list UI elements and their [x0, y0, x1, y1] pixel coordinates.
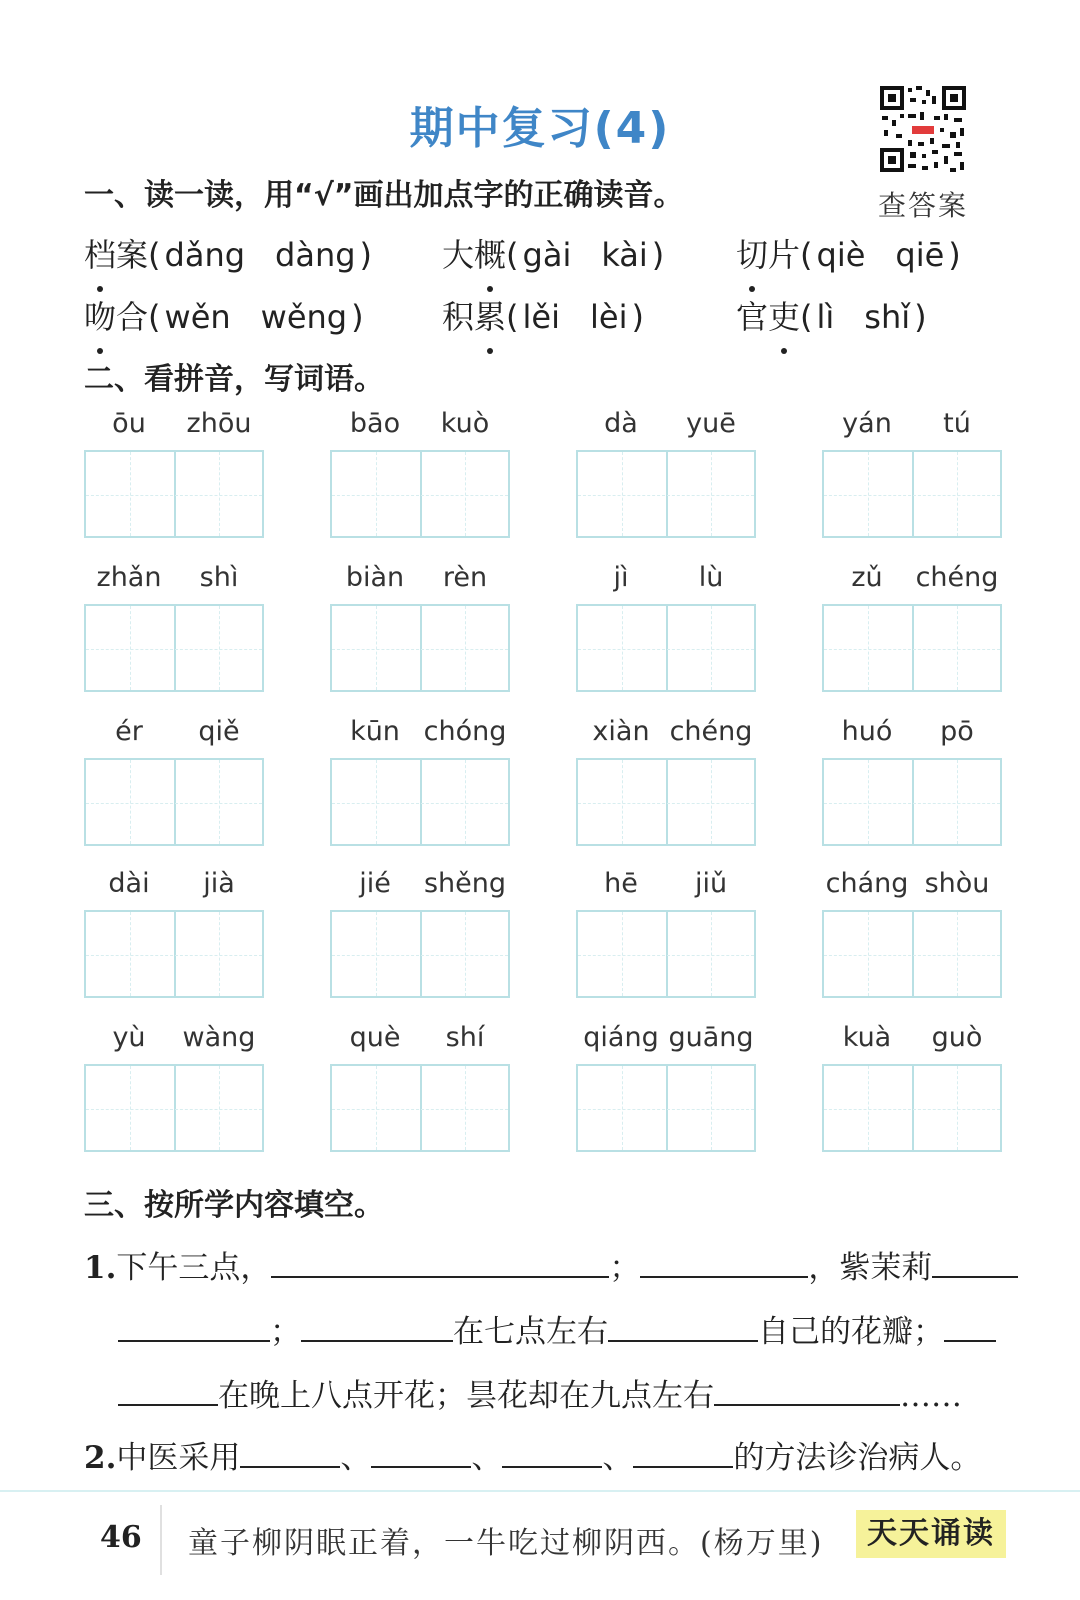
pinyin-syllable: shì	[199, 562, 239, 593]
pinyin-word-cell	[330, 1022, 512, 1156]
reading-item-3: 切 片( qiè qiē )	[736, 230, 961, 276]
answer-blank[interactable]	[118, 1374, 218, 1406]
guide-line	[376, 1066, 377, 1150]
guide-line	[711, 760, 712, 844]
writing-box[interactable]	[822, 758, 1002, 846]
daily-recite-badge: 天天诵读	[856, 1510, 1006, 1558]
pinyin-syllable: yán	[842, 408, 892, 439]
reading-option[interactable]: gài	[522, 236, 572, 274]
guide-line	[957, 452, 958, 536]
pinyin-label	[822, 562, 1004, 598]
writing-box[interactable]	[84, 758, 264, 846]
box-divider	[912, 760, 914, 844]
pinyin-syllable: guāng	[668, 1022, 754, 1053]
pinyin-label	[822, 1022, 1004, 1058]
dotted-char: 吻	[84, 292, 116, 338]
writing-box[interactable]	[822, 1064, 1002, 1152]
pinyin-syllable: shí	[445, 1022, 485, 1053]
guide-line	[130, 452, 131, 536]
guide-line	[622, 606, 623, 690]
writing-box[interactable]	[822, 604, 1002, 692]
pinyin-label	[330, 716, 512, 752]
pinyin-syllable: cháng	[825, 868, 909, 899]
pinyin-syllable: rèn	[442, 562, 488, 593]
writing-box[interactable]	[576, 1064, 756, 1152]
box-divider	[912, 452, 914, 536]
pinyin-syllable: xiàn	[592, 716, 650, 747]
answer-blank[interactable]	[271, 1246, 609, 1278]
guide-line	[465, 606, 466, 690]
pinyin-syllable: guò	[931, 1022, 983, 1053]
answer-blank[interactable]	[118, 1310, 270, 1342]
emphasis-dot	[487, 348, 493, 354]
pinyin-syllable: huó	[841, 716, 893, 747]
pinyin-syllable: jiǔ	[694, 868, 728, 899]
prompt-text: 中医采用	[116, 1440, 241, 1476]
prompt-text: 在晚上八点开花；昙花却在九点左右	[218, 1378, 714, 1414]
pinyin-syllable: què	[349, 1022, 401, 1053]
pinyin-syllable: biàn	[345, 562, 405, 593]
pinyin-label	[84, 716, 266, 752]
guide-line	[219, 452, 220, 536]
answer-blank[interactable]	[608, 1310, 758, 1342]
pinyin-syllable: yù	[112, 1022, 146, 1053]
guide-line	[332, 495, 508, 496]
guide-line	[332, 1109, 508, 1110]
reading-option[interactable]: dǎng	[164, 236, 246, 274]
pinyin-word-cell	[822, 1022, 1004, 1156]
pinyin-word-cell	[84, 868, 266, 1002]
reading-option[interactable]: qiē	[895, 236, 945, 274]
box-divider	[666, 1066, 668, 1150]
pinyin-syllable: zhǎn	[96, 562, 162, 593]
guide-line	[578, 1109, 754, 1110]
writing-box[interactable]	[84, 1064, 264, 1152]
box-divider	[420, 760, 422, 844]
guide-line	[578, 649, 754, 650]
box-divider	[174, 912, 176, 996]
pinyin-syllable: ōu	[112, 408, 146, 439]
pinyin-syllable: yuē	[686, 408, 736, 439]
guide-line	[711, 452, 712, 536]
guide-line	[219, 760, 220, 844]
box-divider	[666, 912, 668, 996]
pinyin-word-cell	[822, 868, 1004, 1002]
guide-line	[376, 606, 377, 690]
guide-line	[711, 1066, 712, 1150]
writing-box[interactable]	[330, 910, 510, 998]
pinyin-label	[822, 408, 1004, 444]
reading-option[interactable]: dàng	[275, 236, 356, 274]
writing-box[interactable]	[330, 450, 510, 538]
dotted-char: 切	[736, 230, 768, 276]
reading-item-5: 积累 ( lěi lèi )	[442, 292, 644, 338]
pinyin-word-cell	[822, 562, 1004, 696]
pinyin-syllable: shěng	[423, 868, 507, 899]
pinyin-syllable: bāo	[349, 408, 401, 439]
guide-line	[868, 1066, 869, 1150]
emphasis-dot	[781, 348, 787, 354]
writing-box[interactable]	[84, 450, 264, 538]
guide-line	[957, 606, 958, 690]
guide-line	[130, 760, 131, 844]
guide-line	[868, 606, 869, 690]
answer-blank[interactable]	[301, 1310, 453, 1342]
writing-box[interactable]	[576, 450, 756, 538]
guide-line	[622, 452, 623, 536]
box-divider	[666, 452, 668, 536]
pinyin-syllable: pō	[940, 716, 974, 747]
box-divider	[420, 912, 422, 996]
pinyin-label	[576, 408, 758, 444]
guide-line	[376, 452, 377, 536]
guide-line	[86, 649, 262, 650]
box-divider	[912, 1066, 914, 1150]
reading-option[interactable]: lèi	[589, 298, 628, 336]
answer-blank[interactable]	[714, 1374, 900, 1406]
pinyin-syllable: kuò	[440, 408, 490, 439]
reading-option[interactable]: shǐ	[864, 298, 911, 336]
pinyin-syllable: zhōu	[186, 408, 252, 439]
writing-box[interactable]	[330, 1064, 510, 1152]
pinyin-label	[84, 562, 266, 598]
prompt-text: 的方法诊治病人。	[733, 1440, 982, 1476]
writing-box[interactable]	[822, 910, 1002, 998]
pinyin-syllable: jì	[613, 562, 629, 593]
guide-line	[711, 606, 712, 690]
pinyin-syllable: chéng	[669, 716, 753, 747]
section2-heading: 二、看拼音，写词语。	[84, 362, 384, 397]
writing-box[interactable]	[576, 604, 756, 692]
answer-blank[interactable]	[640, 1246, 808, 1278]
prompt-text: ；	[270, 1314, 301, 1350]
guide-line	[465, 760, 466, 844]
writing-box[interactable]	[330, 758, 510, 846]
pinyin-syllable: wàng	[182, 1022, 256, 1053]
word-prefix: 积	[442, 298, 475, 336]
pinyin-word-cell	[330, 562, 512, 696]
box-divider	[912, 606, 914, 690]
guide-line	[219, 912, 220, 996]
writing-box[interactable]	[84, 910, 264, 998]
guide-line	[868, 760, 869, 844]
pinyin-syllable: jié	[359, 868, 391, 899]
box-divider	[174, 452, 176, 536]
box-divider	[912, 912, 914, 996]
pinyin-word-cell	[330, 868, 512, 1002]
writing-box[interactable]	[330, 604, 510, 692]
answer-blank[interactable]	[502, 1436, 602, 1468]
word-rest: 案	[116, 236, 149, 274]
box-divider	[420, 1066, 422, 1150]
fill-line-1	[84, 1242, 1018, 1287]
guide-line	[86, 1109, 262, 1110]
guide-line	[465, 912, 466, 996]
box-divider	[420, 606, 422, 690]
dotted-char: 累	[474, 292, 506, 338]
prompt-text: 在七点左右	[453, 1314, 608, 1350]
pinyin-word-cell	[576, 1022, 758, 1156]
qr-code-icon[interactable]	[878, 84, 968, 174]
reading-item-6: 官吏 ( lì shǐ )	[736, 292, 927, 338]
guide-line	[622, 1066, 623, 1150]
writing-box[interactable]	[822, 450, 1002, 538]
box-divider	[666, 760, 668, 844]
guide-line	[957, 912, 958, 996]
pinyin-label	[330, 1022, 512, 1058]
pinyin-label	[330, 562, 512, 598]
guide-line	[622, 912, 623, 996]
pinyin-label	[822, 716, 1004, 752]
pinyin-syllable: lù	[698, 562, 724, 593]
page-number: 46	[100, 1520, 142, 1555]
fill-line-4	[84, 1432, 981, 1477]
pinyin-word-cell	[84, 562, 266, 696]
pinyin-word-cell	[84, 408, 266, 542]
footer-divider-line	[0, 1490, 1080, 1492]
box-divider	[174, 1066, 176, 1150]
pinyin-label	[576, 562, 758, 598]
pinyin-syllable: qiě	[198, 716, 240, 747]
pinyin-syllable: hē	[604, 868, 638, 899]
pinyin-word-cell	[84, 716, 266, 850]
pinyin-word-cell	[822, 408, 1004, 542]
guide-line	[86, 955, 262, 956]
box-divider	[666, 606, 668, 690]
box-divider	[420, 452, 422, 536]
reading-item-2: 大概 ( gài kài )	[442, 230, 664, 276]
writing-box[interactable]	[84, 604, 264, 692]
guide-line	[578, 495, 754, 496]
guide-line	[824, 803, 1000, 804]
qr-answer-label: 查答案	[877, 189, 968, 222]
fill-line-3	[118, 1370, 962, 1415]
guide-line	[868, 912, 869, 996]
word-rest: 片	[768, 236, 801, 274]
guide-line	[578, 955, 754, 956]
guide-line	[376, 912, 377, 996]
guide-line	[957, 760, 958, 844]
guide-line	[219, 606, 220, 690]
pinyin-syllable: chóng	[423, 716, 507, 747]
answer-blank[interactable]	[371, 1436, 471, 1468]
pinyin-word-cell	[576, 868, 758, 1002]
prompt-text: 下午三点，	[116, 1250, 272, 1286]
guide-line	[332, 803, 508, 804]
pinyin-word-cell	[84, 1022, 266, 1156]
prompt-text: ，紫茉莉	[808, 1250, 933, 1286]
pinyin-label	[330, 868, 512, 904]
reading-option[interactable]: kài	[601, 236, 648, 274]
pinyin-label	[576, 868, 758, 904]
guide-line	[824, 649, 1000, 650]
guide-line	[130, 606, 131, 690]
guide-line	[130, 912, 131, 996]
fill-line-2	[118, 1306, 996, 1351]
pinyin-syllable: chéng	[915, 562, 999, 593]
pinyin-syllable: kuà	[842, 1022, 892, 1053]
page-title: 期中复习(4)	[409, 103, 671, 154]
question-number: 2.	[84, 1440, 117, 1476]
pinyin-label	[576, 716, 758, 752]
reading-item-4: 吻 合( wěn wěng )	[84, 292, 364, 338]
prompt-text: 自己的花瓣；	[758, 1314, 944, 1350]
answer-blank[interactable]	[240, 1436, 340, 1468]
guide-line	[824, 495, 1000, 496]
pinyin-syllable: shòu	[924, 868, 990, 899]
pinyin-syllable: jià	[203, 868, 235, 899]
word-prefix: 官	[736, 298, 769, 336]
pinyin-label	[576, 1022, 758, 1058]
footer-separator	[160, 1505, 162, 1575]
separator: 、	[602, 1440, 634, 1476]
reading-option[interactable]: wěng	[260, 298, 348, 336]
section1-heading: 一、读一读，用“√”画出加点字的正确读音。	[84, 178, 684, 213]
guide-line	[578, 803, 754, 804]
pinyin-syllable: zǔ	[851, 562, 883, 593]
guide-line	[332, 649, 508, 650]
word-prefix: 大	[442, 236, 475, 274]
guide-line	[465, 452, 466, 536]
answer-blank[interactable]	[633, 1436, 733, 1468]
pinyin-word-cell	[576, 562, 758, 696]
guide-line	[957, 1066, 958, 1150]
pinyin-syllable: kūn	[350, 716, 400, 747]
box-divider	[174, 606, 176, 690]
footer-poem: 童子柳阴眠正着，一牛吃过柳阴西。(杨万里)	[188, 1526, 824, 1561]
separator: 、	[471, 1440, 503, 1476]
reading-option[interactable]: wěn	[164, 298, 231, 336]
guide-line	[824, 1109, 1000, 1110]
guide-line	[824, 955, 1000, 956]
pinyin-label	[84, 408, 266, 444]
guide-line	[86, 803, 262, 804]
pinyin-word-cell	[822, 716, 1004, 850]
pinyin-syllable: dà	[604, 408, 638, 439]
separator: 、	[340, 1440, 372, 1476]
pinyin-word-cell	[330, 408, 512, 542]
prompt-text: ……	[900, 1378, 962, 1414]
reading-option[interactable]: lěi	[522, 298, 560, 336]
pinyin-syllable: tú	[943, 408, 971, 439]
dotted-char: 档	[84, 230, 116, 276]
guide-line	[711, 912, 712, 996]
pinyin-syllable: ér	[115, 716, 143, 747]
pinyin-syllable: qiáng	[583, 1022, 659, 1053]
pinyin-word-cell	[576, 716, 758, 850]
writing-box[interactable]	[576, 758, 756, 846]
guide-line	[622, 760, 623, 844]
guide-line	[465, 1066, 466, 1150]
word-rest: 合	[116, 298, 149, 336]
pinyin-syllable: dài	[108, 868, 150, 899]
pinyin-word-cell	[576, 408, 758, 542]
pinyin-label	[330, 408, 512, 444]
reading-option[interactable]: qiè	[816, 236, 866, 274]
pinyin-word-cell	[330, 716, 512, 850]
guide-line	[219, 1066, 220, 1150]
question-number: 1.	[84, 1250, 117, 1286]
prompt-text: ；	[609, 1250, 641, 1286]
reading-item-1: 档 案( dǎng dàng )	[84, 230, 372, 276]
answer-blank[interactable]	[932, 1246, 1018, 1278]
pinyin-label	[822, 868, 1004, 904]
dotted-char: 吏	[768, 292, 800, 338]
guide-line	[86, 495, 262, 496]
box-divider	[174, 760, 176, 844]
section3-heading: 三、按所学内容填空。	[84, 1188, 384, 1223]
answer-blank[interactable]	[944, 1310, 996, 1342]
guide-line	[868, 452, 869, 536]
dotted-char: 概	[474, 230, 506, 276]
reading-option[interactable]: lì	[816, 298, 835, 336]
guide-line	[332, 955, 508, 956]
guide-line	[130, 1066, 131, 1150]
pinyin-label	[84, 868, 266, 904]
guide-line	[376, 760, 377, 844]
writing-box[interactable]	[576, 910, 756, 998]
pinyin-label	[84, 1022, 266, 1058]
